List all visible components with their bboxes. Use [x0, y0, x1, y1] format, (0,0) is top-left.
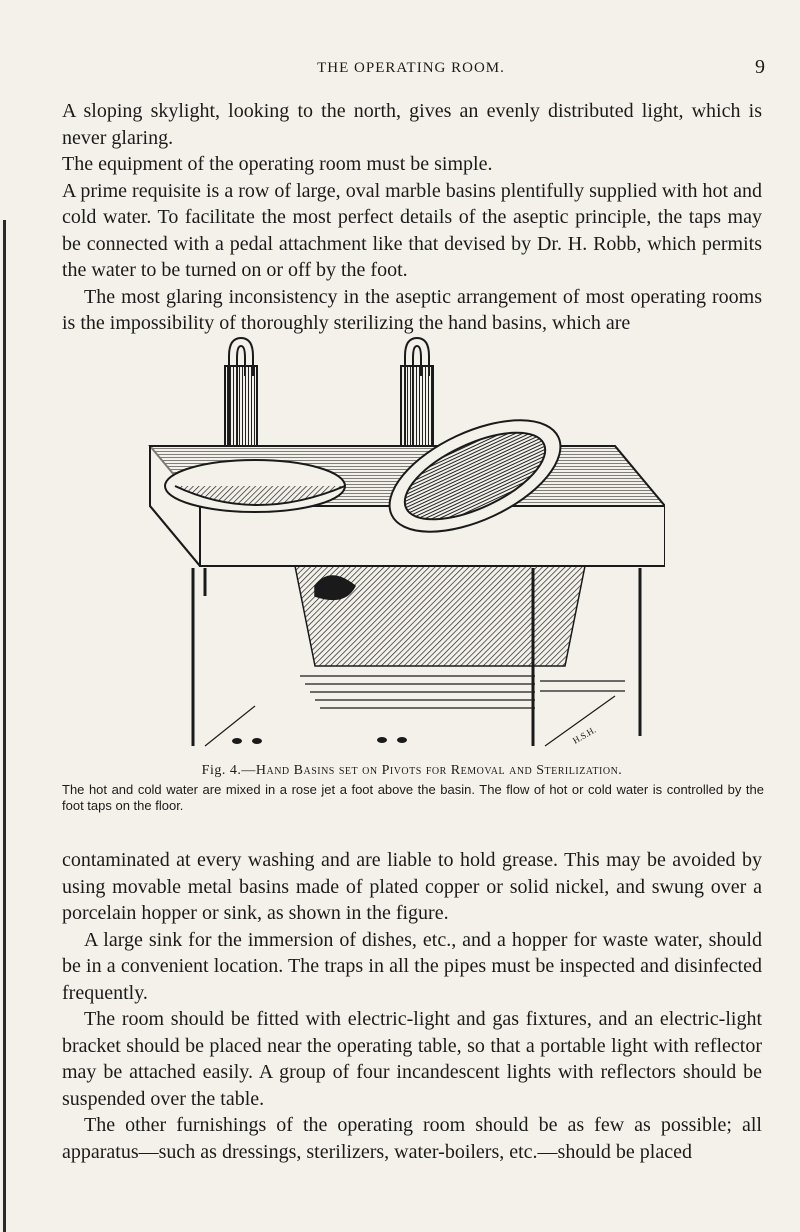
paragraph: contaminated at every washing and are liable to hold grease. This may be avoided by using movable metal basins made of plated copper or solid nickel, and swung over a porcelain hopper or sink, as shown in the figure. [62, 849, 762, 924]
body-text-bottom [62, 847, 762, 1165]
hopper [295, 566, 585, 666]
foot-taps [232, 737, 407, 744]
running-header [56, 56, 766, 84]
figure-caption: The hot and cold water are mixed in a rose jet a foot above the basin. The flow of hot or cold water is controlled by the foot taps on the floor. [62, 782, 764, 813]
paragraph: The equipment of the operating room must be simple. [62, 153, 493, 175]
figure-label: Fig. 4. [201, 763, 242, 778]
page-number: 9 [755, 56, 766, 78]
figure-title: Hand Basins set on Pivots for Removal and Sterilization. [255, 763, 623, 778]
paragraph: A sloping skylight, looking to the north, gives an evenly distributed light, which is never glaring. [62, 100, 762, 149]
running-title: THE OPERATING ROOM. [317, 60, 505, 76]
left-basin [165, 460, 345, 512]
engraver-mark: H.S.H. [571, 724, 598, 746]
body-text-top [62, 98, 762, 337]
paragraph: The other furnishings of the operating room should be as few as possible; all apparatus—such as dressings, sterilizers, water-boilers, etc.—should be placed [62, 1114, 762, 1163]
paragraph: The most glaring inconsistency in the aseptic arrangement of most operating rooms is the impossibility of thoroughly sterilizing the hand basins, which are [62, 285, 762, 334]
paragraph: The room should be fitted with electric-light and gas fixtures, and an electric-light bracket should be placed near the operating table, so that a portable light with reflector may be attached easily. A group of four incandescent lights with reflectors should be suspended over the table. [62, 1008, 762, 1110]
floor-lines [205, 676, 625, 746]
paragraph: A prime requisite is a row of large, oval marble basins plentifully supplied with hot and cold water. To facilitate the most perfect details of the aseptic principle, the taps may be connected with a pedal attachment like that devised by Dr. H. Robb, which permits the water to be turned on or off by the foot. [62, 179, 762, 281]
page-edge-rule [3, 220, 6, 1232]
hand-basins-illustration [145, 336, 665, 756]
left-faucet [225, 338, 257, 446]
paragraph: A large sink for the immersion of dishes, etc., and a hopper for waste water, should be in a convenient location. The traps in all the pipes must be inspected and disinfected frequently. [62, 928, 762, 1004]
right-faucet [401, 338, 433, 446]
figure-caption-title: Fig. 4.—Hand Basins set on Pivots for Removal and Sterilization. [201, 763, 623, 778]
